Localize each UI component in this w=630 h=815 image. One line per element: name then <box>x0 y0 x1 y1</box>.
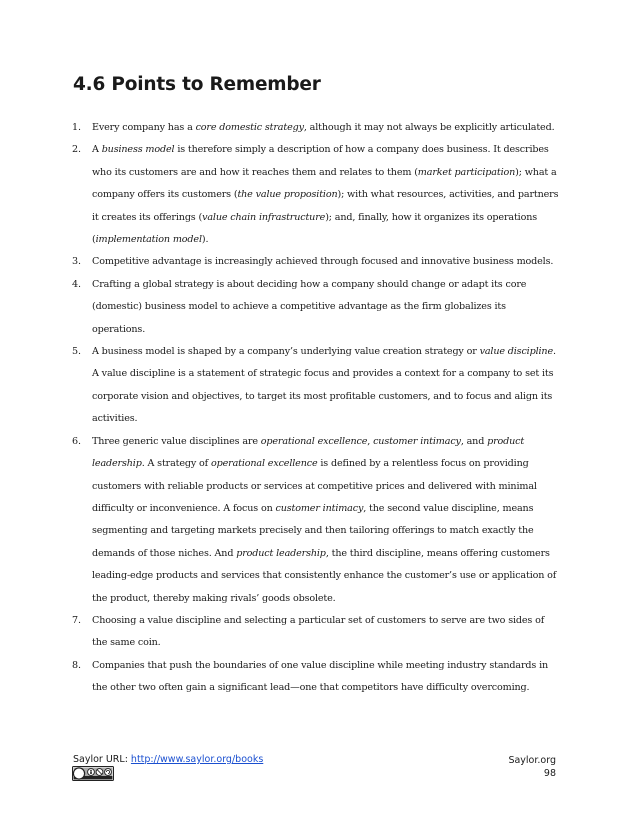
point-item <box>71 341 561 431</box>
italic-term: product leadership <box>236 547 326 559</box>
footer-page-info <box>508 754 556 780</box>
italic-term: product leadership <box>92 435 525 470</box>
point-text: . A strategy of <box>141 458 211 470</box>
point-number: 7. <box>72 614 81 626</box>
point-number: 4. <box>72 278 81 290</box>
point-text: , <box>367 435 374 447</box>
point-text: ); what a company offers its customers ( <box>92 166 557 201</box>
point-item <box>71 610 561 655</box>
italic-term: core domestic strategy <box>195 122 304 133</box>
footer-site: Saylor.org <box>508 755 556 766</box>
point-item <box>71 251 561 273</box>
point-text: ); and, finally, how it organizes its operations ( <box>92 211 538 246</box>
point-number: 6. <box>72 435 81 447</box>
point-text: Competitive advantage is increasingly achieved through focused and innovative business models. <box>92 256 554 268</box>
point-text: is therefore simply a description of how a company does business. It describes who its customers are and how it reaches them and relates to them ( <box>92 144 549 178</box>
point-text: A <box>92 144 102 156</box>
page-number: 98 <box>543 768 556 779</box>
point-text: A business model is shaped by a company’s underlying value creation strategy or <box>92 346 480 358</box>
italic-term: market participation <box>417 166 516 178</box>
italic-term: operational excellence <box>260 435 368 447</box>
italic-term: implementation model <box>95 234 202 246</box>
point-text: Every company has a <box>92 122 196 133</box>
creative-commons-by-nc-sa-icon <box>72 766 114 781</box>
point-number: 2. <box>72 144 81 156</box>
italic-term: the value proposition <box>237 189 338 201</box>
point-number: 8. <box>72 659 81 671</box>
point-text: . A value discipline is a statement of strategic focus and provides a context for a company to set its corporate vision and objectives, to target its most profitable customers, and to focus and align its activities. <box>92 346 556 425</box>
saylor-books-link[interactable]: http://www.saylor.org/books <box>130 754 264 765</box>
point-text: , and <box>460 435 488 447</box>
point-item <box>71 139 561 251</box>
point-text: Companies that push the boundaries of one value discipline while meeting industry standards in the other two often gain a significant lead—one that competitors have difficulty overcoming. <box>92 659 549 694</box>
point-item <box>71 274 561 341</box>
italic-term: business model <box>101 144 175 156</box>
point-text: , although it may not always be explicitly articulated. <box>303 122 555 133</box>
point-number: 1. <box>72 122 81 133</box>
point-item <box>71 655 561 700</box>
footer-source <box>73 754 263 765</box>
point-text: is defined by a relentless focus on providing customers with reliable products or services at competitive prices and delivered with minimal difficulty or inconvenience. A focus on <box>92 458 537 514</box>
italic-term: value chain infrastructure <box>202 211 326 223</box>
footer-url-label: Saylor URL: <box>73 754 131 765</box>
point-number: 3. <box>72 256 81 268</box>
point-text: ). <box>201 234 209 246</box>
italic-term: customer intimacy <box>373 435 461 447</box>
point-text: Three generic value disciplines are <box>92 435 261 447</box>
point-text: Crafting a global strategy is about deciding how a company should change or adapt its core (domestic) business model to achieve a competitive advantage as the firm globalizes its operations. <box>92 278 527 335</box>
point-text: , the third discipline, means offering customers leading-edge products and services that consistently enhance the customer’s use or application of the product, thereby making rivals’ goods obsolete. <box>92 547 557 604</box>
point-item <box>71 117 561 139</box>
point-text: , the second value discipline, means segmenting and targeting markets precisely and then tailoring offerings to match exactly the demands of those niches. And <box>92 502 534 559</box>
section-heading: 4.6 Points to Remember <box>73 74 321 95</box>
italic-term: value discipline <box>479 346 553 358</box>
point-text: Choosing a value discipline and selecting a particular set of customers to serve are two sides of the same coin. <box>92 614 545 649</box>
point-number: 5. <box>72 346 81 358</box>
point-text: ); with what resources, activities, and partners it creates its offerings ( <box>92 189 559 223</box>
italic-term: customer intimacy <box>275 502 364 514</box>
point-item <box>71 431 561 610</box>
points-list <box>71 117 561 700</box>
italic-term: operational excellence <box>210 458 318 470</box>
